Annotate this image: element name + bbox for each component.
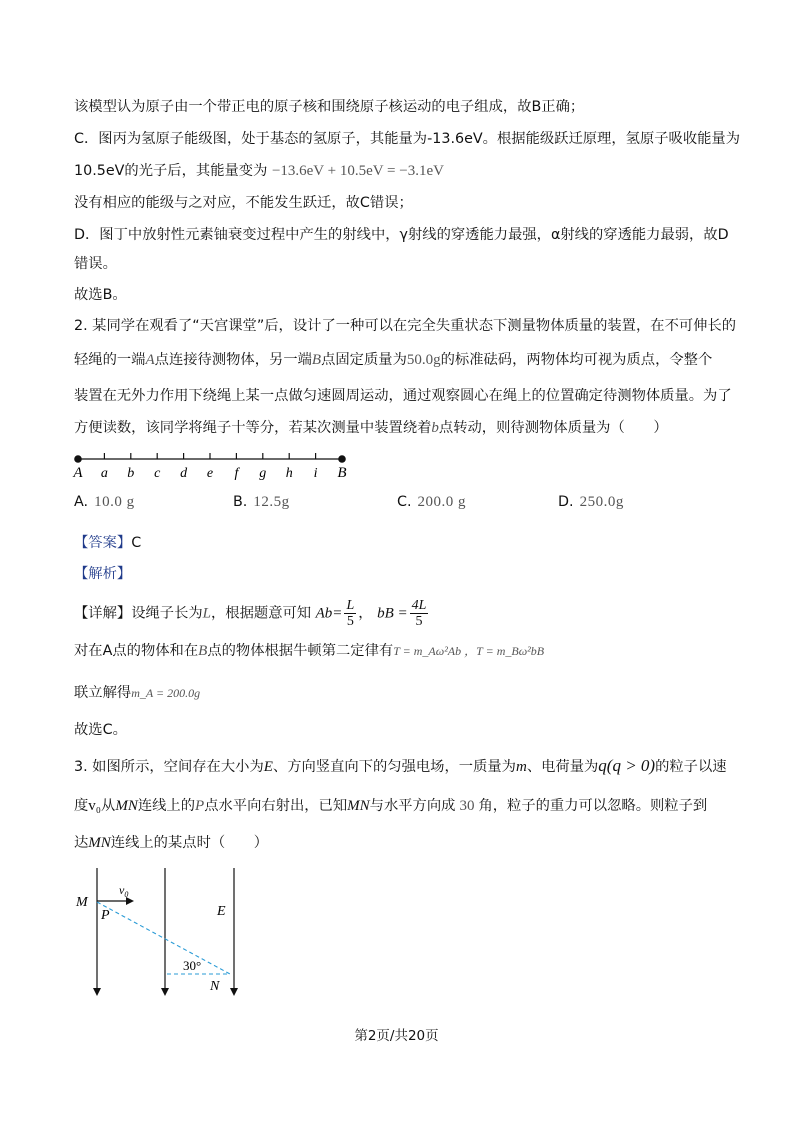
text-line: 错误。 — [74, 256, 117, 272]
option-letter: A. — [74, 494, 89, 510]
label-v0: $v_0$ — [119, 883, 129, 899]
text-segment: 方便读数，该同学将绳子十等分，若某次测量中装置绕着 — [74, 420, 432, 436]
text-line: C．图丙为氢原子能级图，处于基态的氢原子，其能量为-13.6eV。根据能级跃迁原理，氢原子吸收能量为 — [74, 131, 741, 147]
text-segment: 角，粒子的重力可以忽略。则粒子到 — [478, 798, 708, 814]
text-segment: 轻绳的一端 — [74, 352, 146, 368]
question-3-text — [74, 796, 707, 816]
text-segment: 点的物体根据牛顿第二定律有 — [207, 643, 394, 659]
detail-tag: 【详解】 — [74, 605, 132, 622]
text-line — [74, 161, 444, 181]
rope-label: c — [154, 466, 161, 481]
option-letter: C. — [397, 494, 412, 510]
math-symbol: E — [263, 759, 273, 775]
math-symbol: q(q > 0) — [598, 756, 656, 775]
math-symbol: MN — [88, 835, 111, 851]
question-2-text — [74, 350, 712, 370]
option-letter: D. — [558, 494, 574, 510]
text-segment: 、电荷量为 — [526, 759, 599, 775]
question-2-text: 2. 某同学在观看了“天宫课堂”后，设计了一种可以在完全失重状态下测量物体质量的装置，在不可伸长的 — [74, 318, 737, 334]
math-expression: Ab= — [315, 605, 343, 622]
math-symbol: v₀ — [88, 798, 102, 814]
answer-line — [74, 533, 141, 553]
text-segment: 与水平方向成 — [369, 798, 456, 814]
text-segment: 点固定质量为 — [321, 352, 407, 368]
answer-value: C — [131, 535, 142, 551]
text-segment: 达 — [74, 835, 89, 851]
rope-label: b — [127, 466, 135, 481]
newton-equation: T = m_Aω²Ab ，T = m_Bω²bB — [393, 644, 545, 658]
mn-dashed-line — [97, 902, 230, 974]
rope-label: h — [285, 466, 293, 481]
rope-figure — [70, 448, 360, 482]
math-symbol: MN — [347, 798, 370, 814]
text-segment: 3. 如图所示，空间存在大小为 — [74, 759, 264, 775]
text-segment: 度 — [74, 798, 89, 814]
text-line: 没有相应的能级与之对应，不能发生跃迁，故C错误； — [74, 195, 413, 211]
text-segment: 连线上的某点时（ ） — [110, 835, 269, 851]
energy-equation: −13.6eV + 10.5eV = −3.1eV — [271, 163, 444, 179]
page-footer: 第2页/共20页 — [354, 1028, 439, 1044]
text-segment: 的标准砝码，两物体均可视为质点，令整个 — [440, 352, 713, 368]
text-line: 故选B。 — [74, 287, 127, 303]
question-3-text — [74, 833, 268, 853]
rope-label: A — [73, 465, 83, 481]
option-value: 12.5g — [253, 494, 290, 510]
text-segment: 联立解得 — [74, 685, 132, 701]
rope-label: g — [259, 466, 267, 481]
math-symbol: B — [198, 643, 208, 659]
question-3-text — [74, 756, 727, 777]
rope-label: a — [100, 466, 108, 481]
text-segment: ，根据题意可知 — [211, 605, 312, 622]
option-c[interactable] — [397, 494, 466, 511]
math-symbol: b — [431, 420, 439, 436]
rope-label: i — [313, 466, 318, 481]
label-angle: 30° — [183, 958, 202, 973]
rope-label: f — [234, 466, 239, 481]
text-segment: 、方向竖直向下的匀强电场，一质量为 — [272, 759, 516, 775]
conclude-line: 故选C。 — [74, 722, 127, 738]
text-segment: 连线上的 — [137, 798, 196, 814]
text-segment: 点连接待测物体，另一端 — [154, 352, 312, 368]
math-symbol: A — [145, 352, 155, 368]
solve-line — [74, 683, 200, 703]
label-e: E — [217, 904, 226, 919]
analysis-tag: 【解析】 — [74, 566, 132, 582]
question-2-text — [74, 418, 668, 438]
rope-label: d — [180, 466, 188, 481]
math-symbol: B — [311, 352, 322, 368]
text-segment: 点转动，则待测物体质量为（ ） — [438, 420, 668, 436]
text-line: D．图丁中放射性元素铀衰变过程中产生的射线中，γ射线的穿透能力最强，α射线的穿透能力最弱，故D — [74, 227, 729, 243]
math-symbol: 50.0g — [406, 352, 441, 368]
math-symbol: P — [195, 798, 205, 814]
fraction: $\frac{L}{5}$ — [346, 598, 355, 629]
rope-label: B — [337, 465, 347, 481]
label-n: N — [210, 979, 220, 994]
electric-field-figure — [70, 862, 250, 1002]
analysis-line — [74, 564, 131, 584]
text-line: 该模型认为原子由一个带正电的原子核和围绕原子核运动的电子组成，故B正确； — [74, 99, 585, 115]
text-segment: 从 — [101, 798, 116, 814]
option-value: 200.0 g — [417, 494, 467, 510]
fraction: $\frac{4L}{5}$ — [411, 598, 427, 629]
label-p: P — [101, 908, 110, 923]
text-segment: 的粒子以速 — [655, 759, 727, 775]
question-2-text: 装置在无外力作用下绕绳上某一点做匀速圆周运动，通过观察圆心在绳上的位置确定待测物体质量。为了 — [74, 388, 732, 404]
solve-result: m_A = 200.0g — [131, 686, 201, 700]
option-b[interactable] — [233, 494, 290, 511]
math-symbol: L — [202, 605, 212, 622]
text-segment: 对在A点的物体和在 — [74, 643, 199, 659]
math-symbol: m — [515, 759, 527, 775]
text-segment: 10.5eV的光子后，其能量变为 — [74, 163, 268, 179]
option-a[interactable] — [74, 494, 135, 511]
math-symbol: MN — [115, 798, 138, 814]
option-d[interactable] — [558, 494, 624, 511]
rope-label: e — [206, 466, 214, 481]
detail-line: 【详解】设绳子长为L，根据题意可知 Ab= $\frac{L}{5}$ ， bB = $\frac{4L}{5}$ — [74, 598, 427, 629]
option-value: 250.0g — [579, 494, 624, 510]
option-value: 10.0 g — [94, 494, 135, 510]
answer-tag: 【答案】 — [74, 535, 132, 551]
text-segment: 点水平向右射出，已知 — [204, 798, 348, 814]
label-m: M — [76, 895, 88, 910]
text-segment: 设绳子长为 — [131, 605, 203, 622]
option-letter: B. — [233, 494, 248, 510]
newton-line — [74, 641, 544, 661]
math-expression: bB = — [377, 605, 408, 622]
math-symbol: 30 — [459, 798, 475, 814]
